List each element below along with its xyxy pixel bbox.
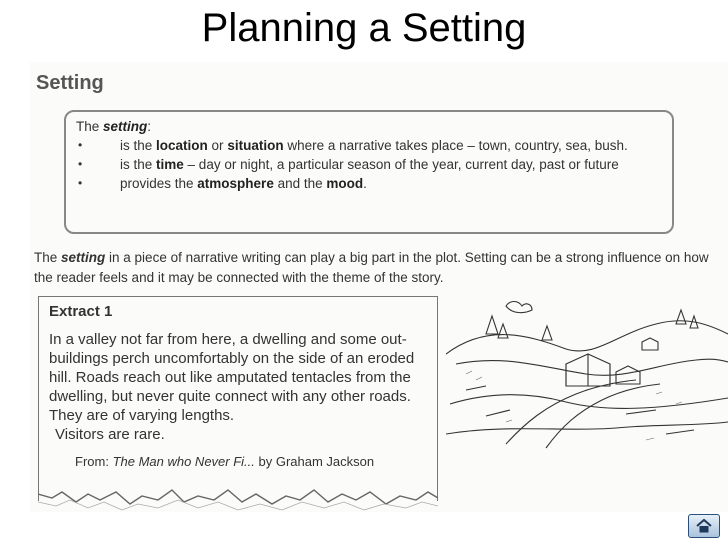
definition-box <box>64 110 674 234</box>
setting-paragraph: The setting in a piece of narrative writing can play a big part in the plot. Setting can be a strong influence on how the reader feels and it may be connected with the theme of the story. <box>34 250 709 285</box>
home-icon <box>695 518 713 534</box>
extract-text: In a valley not far from here, a dwelling and some out-buildings perch uncomfortably on the side of an eroded hill. Roads reach out like amputated tentacles from the dwelling, but never quite connect with any other roads. They are of varying lengths. Visitors are rare. <box>49 331 415 443</box>
torn-edge <box>38 482 438 518</box>
home-button[interactable] <box>688 514 720 538</box>
definition-list <box>76 136 662 193</box>
definition-lead: The setting: <box>76 119 152 134</box>
scanned-page <box>30 62 728 512</box>
definition-item: • is the time – day or night, a particular season of the year, current day, past or future <box>78 157 619 172</box>
extract-box <box>38 296 438 501</box>
bullet-icon: • <box>78 157 83 171</box>
definition-item: • is the location or situation where a narrative takes place – town, country, sea, bush. <box>78 138 628 153</box>
slide-title: Planning a Setting <box>201 6 527 50</box>
extract-title: Extract 1 <box>49 303 113 320</box>
extract-source: From: The Man who Never Fi... by Graham Jackson <box>75 454 375 469</box>
definition-item: • provides the atmosphere and the mood. <box>78 176 367 191</box>
section-heading: Setting <box>36 72 104 94</box>
bullet-icon: • <box>78 176 83 190</box>
bullet-icon: • <box>78 138 83 152</box>
valley-illustration <box>446 294 728 454</box>
